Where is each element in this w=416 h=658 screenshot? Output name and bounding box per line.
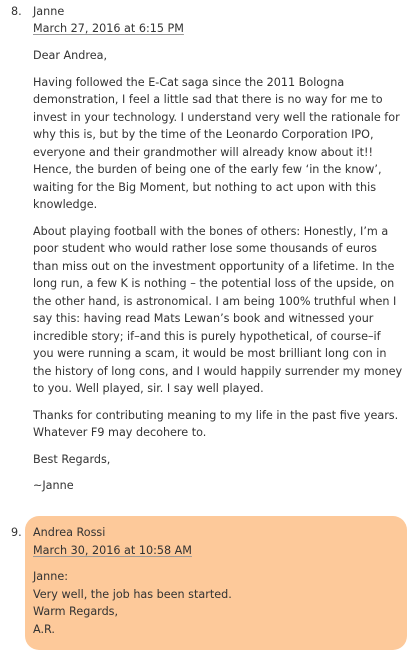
comment-line: Janne: (33, 570, 68, 583)
comment-paragraph: Dear Andrea, (33, 49, 108, 62)
comment-date-link[interactable]: March 27, 2016 at 6:15 PM (33, 22, 184, 35)
comment-paragraph: Thanks for contributing meaning to my life in the past five years. Whatever F9 may decohere to. (33, 408, 399, 439)
comment-paragraph: About playing football with the bones of others: Honestly, I’m a poor student who would rather lose some thousands of euros than miss out on the investment opportunity of a lifetime. In the long run, a few K is nothing – the potential loss of the upside, on the other hand, is astronomical. I am being 100% truthful when I say this: having read Mats Lewan’s book and witnessed your incredible story; if–and this is purely hypothetical, of course–if you were running a scam, it would be most brilliant long con in the history of long cons, and I would happily surrender my money to you. Well played, sir. I say well played. (33, 224, 403, 395)
comment-9 (0, 516, 416, 650)
comment-paragraph: Having followed the E-Cat saga since the 2011 Bologna demonstration, I feel a little sad that there is no way for me to invest in your technology. I understand very well the rationale for why this is, but by the time of the Leonardo Corporation IPO, everyone and their grandmother will already know about it!! Hence, the burden of being one of the early few ‘in the know’, waiting for the Big Moment, but nothing to act upon with this knowledge. (33, 75, 400, 211)
comment-paragraph: ~Janne (33, 479, 74, 492)
comment-body (33, 47, 403, 504)
comment-body (33, 568, 393, 638)
comment-author: Janne (33, 5, 65, 18)
comment-number: 9. (11, 526, 22, 539)
comment-line: A.R. (33, 622, 55, 636)
comment-date-link[interactable]: March 30, 2016 at 10:58 AM (33, 544, 192, 557)
comment-author: Andrea Rossi (33, 526, 106, 539)
comment-paragraph: Best Regards, (33, 452, 111, 466)
comment-line: Very well, the job has been started. (33, 587, 232, 601)
comment-line: Warm Regards, (33, 605, 119, 618)
comment-number: 8. (11, 5, 22, 18)
